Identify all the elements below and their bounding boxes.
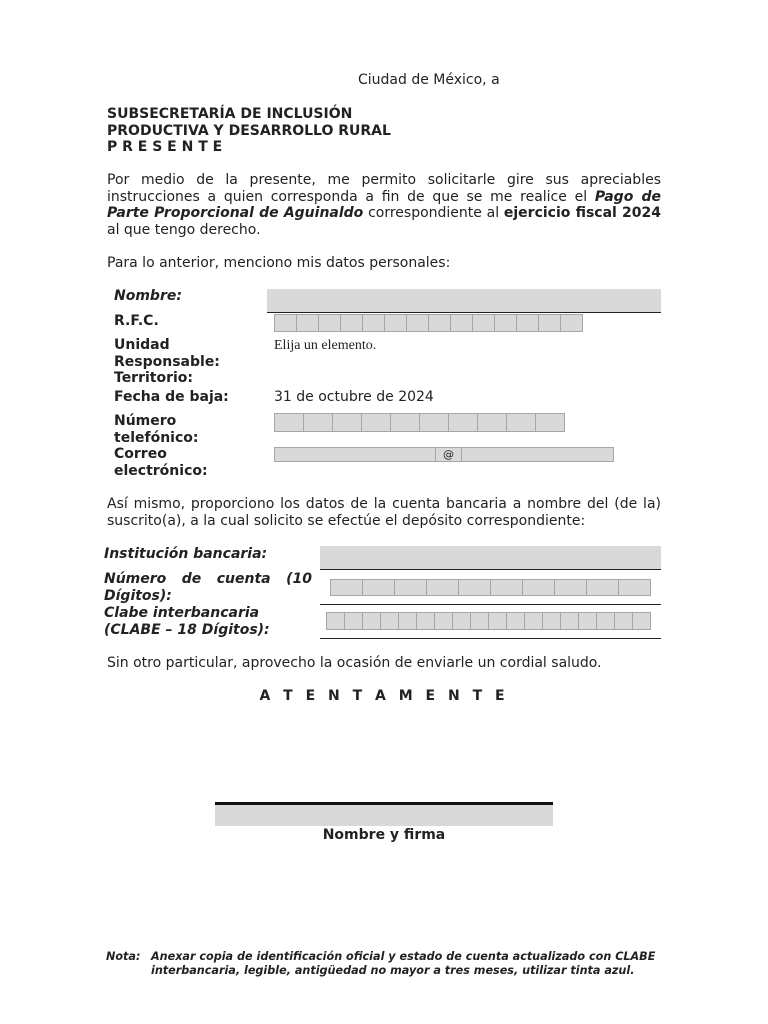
nombre-underline <box>267 312 661 313</box>
unidad-dropdown[interactable]: Elija un elemento. <box>274 338 377 353</box>
intro-text-3: al que tengo derecho. <box>107 221 261 238</box>
institucion-field[interactable] <box>320 546 661 569</box>
telefono-field[interactable] <box>274 413 564 432</box>
nombre-field[interactable] <box>267 289 661 312</box>
telefono-label-line-1: Número <box>114 413 177 429</box>
closing-paragraph: Sin otro particular, aprovecho la ocasión de enviarle un cordial saludo. <box>107 655 602 671</box>
bank-intro-paragraph: Así mismo, proporciono los datos de la cuenta bancaria a nombre del (de la) suscrito(a), a la cual solicito se efectúe el depósito correspondiente: <box>107 496 661 529</box>
correo-field[interactable] <box>274 447 614 462</box>
rfc-field[interactable] <box>274 314 582 332</box>
clabe-label-line-1: Clabe interbancaria <box>104 605 260 621</box>
cuenta-label <box>104 571 312 604</box>
unidad-label-line-1: Unidad <box>114 337 170 353</box>
telefono-label-line-2: telefónico: <box>114 429 199 446</box>
nombre-label: Nombre: <box>114 288 182 304</box>
fecha-baja-label: Fecha de baja: <box>114 389 229 405</box>
rfc-label: R.F.C. <box>114 313 159 329</box>
correo-user-field[interactable] <box>274 447 436 462</box>
fecha-baja-value: 31 de octubre de 2024 <box>274 389 434 405</box>
clabe-underline <box>320 638 661 639</box>
clabe-label <box>104 605 312 638</box>
addressee-line-3: P R E S E N T E <box>107 139 223 155</box>
clabe-label-line-2: (CLABE – 18 Dígitos): <box>104 621 270 638</box>
telefono-label <box>114 413 198 446</box>
clabe-field[interactable] <box>326 612 650 630</box>
addressee-line-1: SUBSECRETARÍA DE INCLUSIÓN <box>107 106 353 122</box>
atentamente-heading: A T E N T A M E N T E <box>259 688 509 704</box>
correo-label-line-1: Correo <box>114 446 167 462</box>
signature-name-field[interactable] <box>215 805 553 826</box>
intro-highlight-payment: Pago de Parte Proporcional de Aguinaldo <box>107 188 661 221</box>
correo-label <box>114 446 208 479</box>
addressee-block <box>107 106 391 156</box>
cuenta-field[interactable] <box>330 579 650 596</box>
personal-data-intro: Para lo anterior, menciono mis datos personales: <box>107 255 451 271</box>
correo-domain-field[interactable] <box>461 447 614 462</box>
intro-highlight-fiscal-year: ejercicio fiscal 2024 <box>503 205 661 221</box>
institucion-underline <box>320 569 661 570</box>
signature-caption: Nombre y firma <box>322 827 446 843</box>
city-date-line: Ciudad de México, a <box>358 72 500 88</box>
intro-text-2: correspondiente al <box>363 205 504 221</box>
note-label: Nota: <box>106 950 141 963</box>
addressee-line-2: PRODUCTIVA Y DESARROLLO RURAL <box>107 122 391 139</box>
cuenta-label-line-2: Dígitos): <box>104 587 172 604</box>
unidad-label-line-2: Responsable: <box>114 353 220 370</box>
intro-paragraph <box>107 172 661 238</box>
intro-text-1: Por medio de la presente, me permito solicitarle gire sus apreciables instrucciones a quien corresponda a fin de que se me realice el <box>107 172 661 205</box>
unidad-label <box>114 337 220 387</box>
note-text: Anexar copia de identificación oficial y estado de cuenta actualizado con CLABE interbancaria, legible, antigüedad no mayor a tres meses, utilizar tinta azul. <box>151 950 656 977</box>
unidad-label-line-3: Territorio: <box>114 370 194 386</box>
correo-at-sign: @ <box>435 447 462 462</box>
correo-label-line-2: electrónico: <box>114 462 208 479</box>
cuenta-label-line-1: Número de cuenta (10 <box>104 571 312 587</box>
cuenta-underline <box>320 604 661 605</box>
institucion-label: Institución bancaria: <box>104 546 268 562</box>
